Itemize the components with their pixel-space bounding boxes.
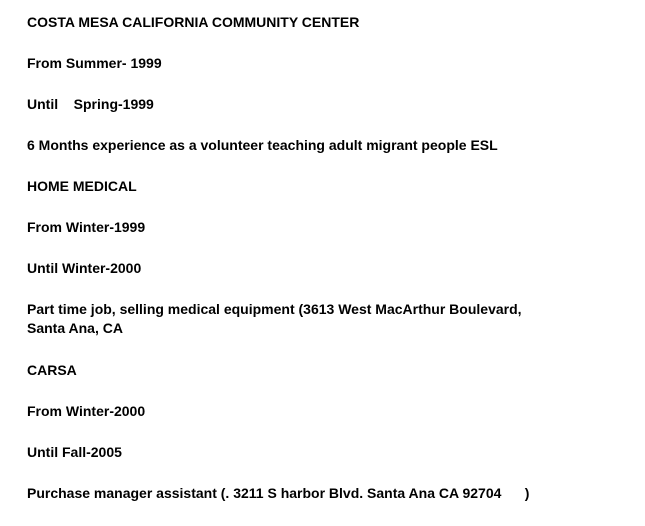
- start-date: From Summer- 1999: [27, 55, 162, 71]
- employer-heading: COSTA MESA CALIFORNIA COMMUNITY CENTER: [27, 14, 360, 30]
- job-description-continued: Santa Ana, CA: [27, 320, 123, 336]
- end-date: Until Fall-2005: [27, 444, 122, 460]
- job-description: 6 Months experience as a volunteer teaching adult migrant people ESL: [27, 137, 498, 153]
- employer-heading: HOME MEDICAL: [27, 178, 137, 194]
- start-date: From Winter-2000: [27, 403, 146, 419]
- employer-heading: CARSA: [27, 362, 77, 378]
- end-date: Until Winter-2000: [27, 260, 142, 276]
- start-date: From Winter-1999: [27, 219, 146, 235]
- job-description: Purchase manager assistant (. 3211 S harbor Blvd. Santa Ana CA 92704 ): [27, 485, 530, 501]
- end-date: Until Spring-1999: [27, 96, 154, 112]
- job-description: Part time job, selling medical equipment (3613 West MacArthur Boulevard,: [27, 301, 522, 317]
